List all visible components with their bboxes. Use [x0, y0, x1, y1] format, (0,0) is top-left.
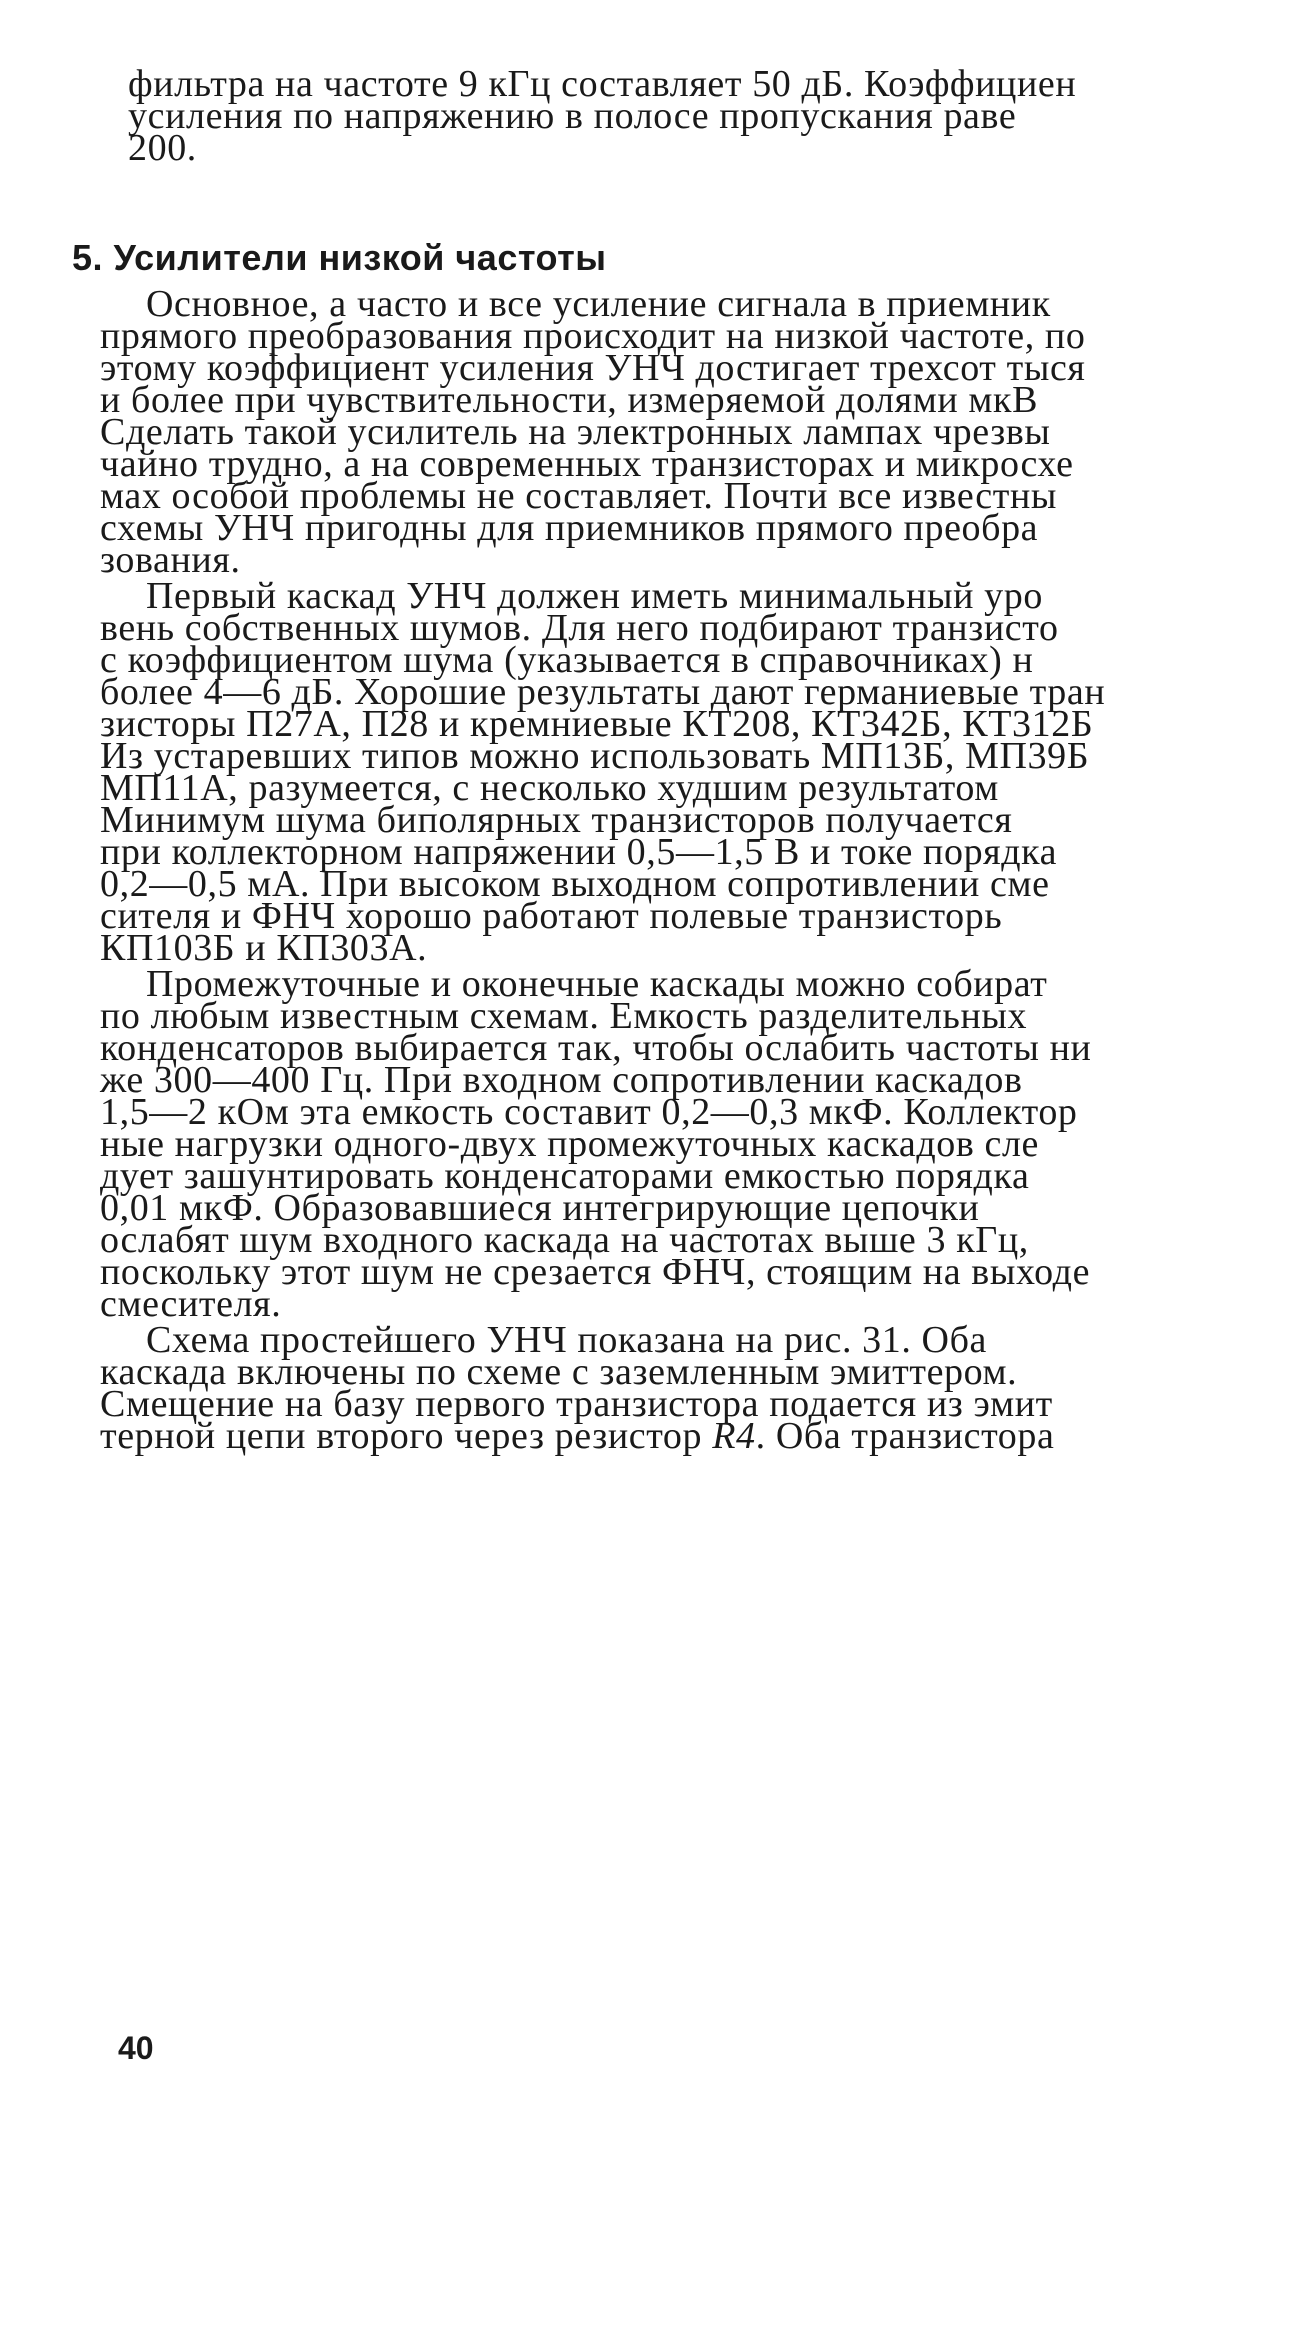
paragraph-2-line: с коэффициентом шума (указывается в справочниках) н [100, 639, 1034, 681]
paragraph-3-line: ослабят шум входного каскада на частотах выше 3 кГц, [100, 1219, 1029, 1261]
paragraph-1-line: чайно трудно, а на современных транзисторах и микросхе [100, 443, 1074, 485]
text-line: усиления по напряжению в полосе пропускания раве [128, 95, 1017, 137]
paragraph-2-line: КП103Б и КП303А. [100, 927, 428, 969]
paragraph-4-line-start: терной цепи второго через резистор [100, 1415, 713, 1457]
paragraph-3-line: 1,5—2 кОм эта емкость составит 0,2—0,3 мкФ. Коллектор [100, 1091, 1078, 1133]
resistor-label: R4 [712, 1415, 756, 1457]
paragraph-4-line [100, 1414, 1054, 1458]
paragraph-2-line: сителя и ФНЧ хорошо работают полевые транзисторь [100, 895, 1003, 937]
paragraph-1-line: Сделать такой усилитель на электронных лампах чрезвы [100, 411, 1051, 453]
paragraph-4-line: Схема простейшего УНЧ показана на рис. 31. Оба [146, 1319, 987, 1361]
paragraph-1-line: этому коэффициент усиления УНЧ достигает трехсот тыся [100, 347, 1086, 389]
paragraph-3-line: Промежуточные и оконечные каскады можно собират [146, 963, 1048, 1005]
text-line: 200. [128, 127, 197, 169]
paragraph-1-line: схемы УНЧ пригодны для приемников прямого преобра [100, 507, 1039, 549]
paragraph-3-line: по любым известным схемам. Емкость разделительных [100, 995, 1028, 1037]
paragraph-3-line: же 300—400 Гц. При входном сопротивлении каскадов [100, 1059, 1023, 1101]
section-heading: 5. Усилители низкой частоты [72, 237, 607, 278]
paragraph-2-line: МП11А, разумеется, с несколько худшим результатом [100, 767, 999, 809]
paragraph-2-line: 0,2—0,5 мА. При высоком выходном сопротивлении сме [100, 863, 1050, 905]
paragraph-1-line: зования. [100, 539, 241, 581]
page-number: 40 [118, 2030, 154, 2066]
paragraph-2-line: Первый каскад УНЧ должен иметь минимальный уро [146, 575, 1043, 617]
paragraph-3-line: ные нагрузки одного-двух промежуточных каскадов сле [100, 1123, 1039, 1165]
body-text [100, 282, 1286, 2342]
text-line: фильтра на частоте 9 кГц составляет 50 дБ. Коэффициен [128, 63, 1077, 105]
paragraph-3-line: дует зашунтировать конденсаторами емкостью порядка [100, 1155, 1030, 1197]
paragraph-1-line: мах особой проблемы не составляет. Почти все известны [100, 475, 1058, 517]
paragraph-2-line: Минимум шума биполярных транзисторов получается [100, 799, 1013, 841]
paragraph-3-line: поскольку этот шум не срезается ФНЧ, стоящим на выходе [100, 1251, 1091, 1293]
paragraph-2-line: вень собственных шумов. Для него подбирают транзисто [100, 607, 1059, 649]
paragraph-2-line: Из устаревших типов можно использовать МП13Б, МП39Б [100, 735, 1090, 777]
paragraph-3-line: конденсаторов выбирается так, чтобы ослабить частоты ни [100, 1027, 1092, 1069]
paragraph-1-line: прямого преобразования происходит на низкой частоте, по [100, 315, 1086, 357]
paragraph-2-line: зисторы П27А, П28 и кремниевые КТ208, КТ342Б, КТ312Б [100, 703, 1094, 745]
paragraph-3-line: смесителя. [100, 1283, 282, 1325]
paragraph-4-line: Смещение на базу первого транзистора подается из эмит [100, 1383, 1053, 1425]
paragraph-4-line: каскада включены по схеме с заземленным эмиттером. [100, 1351, 1018, 1393]
paragraph-1-line: Основное, а часто и все усиление сигнала в приемник [146, 283, 1051, 325]
paragraph-3-line: 0,01 мкФ. Образовавшиеся интегрирующие цепочки [100, 1187, 980, 1229]
paragraph-1-line: и более при чувствительности, измеряемой долями мкВ [100, 379, 1039, 421]
paragraph-2-line: при коллекторном напряжении 0,5—1,5 В и токе порядка [100, 831, 1058, 873]
paragraph-2-line: более 4—6 дБ. Хорошие результаты дают германиевые тран [100, 671, 1106, 713]
paragraph-4-line-end: . Оба транзистора [755, 1415, 1055, 1457]
